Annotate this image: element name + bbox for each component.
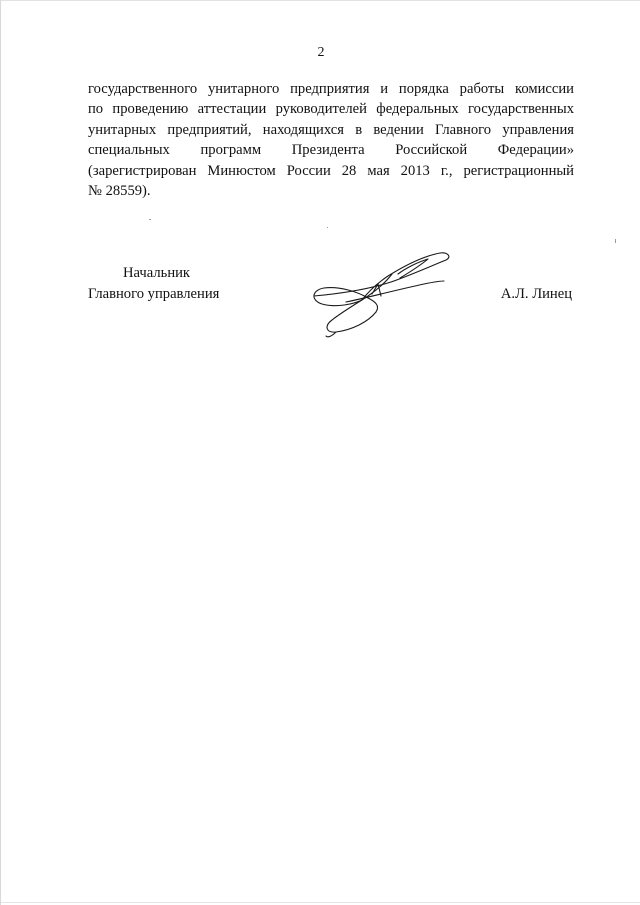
body-line: по проведению аттестации руководителей федеральных государственных [88, 101, 574, 118]
signatory-name: А.Л. Линец [500, 286, 572, 302]
body-line: государственного унитарного предприятия и порядка работы комиссии [88, 81, 574, 97]
scan-speck [149, 219, 151, 220]
body-line: унитарных предприятий, находящихся в ведении Главного управления [88, 121, 574, 138]
signatory-title-line-2: Главного управления [88, 286, 220, 302]
body-line: (зарегистрирован Минюстом России 28 мая 2013 г., регистрационный [88, 162, 574, 179]
body-line: № 28559). [88, 183, 151, 200]
signatory-title-line-1: Начальник [123, 265, 191, 281]
page-bottom-edge [1, 902, 640, 903]
page-number: 2 [317, 45, 325, 60]
body-paragraph [88, 79, 574, 201]
scan-speck [327, 227, 328, 228]
body-line: специальных программ Президента Российской Федерации» [88, 142, 574, 159]
scan-speck [615, 239, 616, 243]
handwritten-signature [306, 244, 456, 339]
